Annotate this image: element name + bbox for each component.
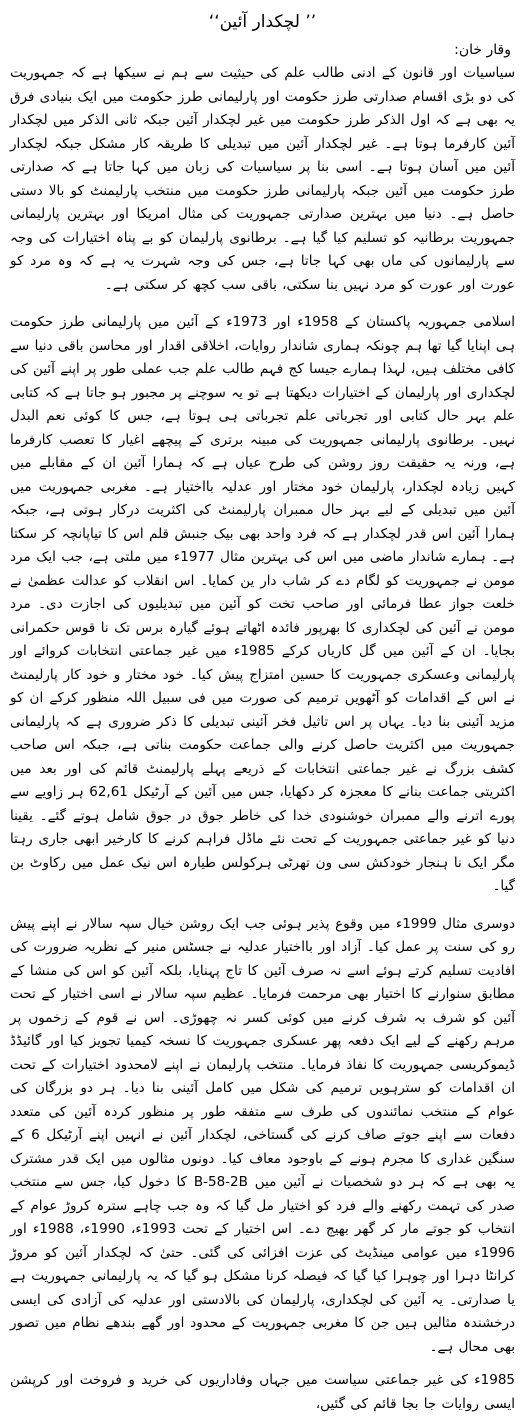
- paragraph-4: 1985ء کی غیر جماعتی سیاست میں جہاں وفاداریوں کی خرید و فروخت اور کرپشن ایسی روایات جا بجا قائم کی گئیں،: [10, 1372, 515, 1412]
- author-name: وقار خان:: [454, 42, 511, 58]
- paragraph-2: اسلامی جمہوریہ پاکستان کے 1958ء اور 1973ء کے آئین میں پارلیمانی طرز حکومت ہی اپنایا گیا تھا ہم چونکہ ہماری شاندار روایات، اخلاقی اقدار اور محاسن باقی دنیا سے کافی مختلف ہیں، لہذا ہمارے جیسا کج فہم طالب علم جب عملی طور پر اپنے آئین کی لچکداری اور پارلیمان کے اختیارات دیکھتا ہے تو یہ سوچنے پر مجبور ہو جاتا ہے کہ کتابی علم بہر حال کتابی اور تجرباتی علم تجرباتی ہی ہوتا ہے، جس کا کوئی نعم البدل نہیں۔ برطانوی پارلیمانی جمہوریت کی مبینہ برتری کے پیچھے اغیار کا تعصب کارفرما ہے، ورنہ یہ حقیقت روز روشن کی طرح عیاں ہے کہ ہمارا آئین ان کے مقابلے میں کہیں زیادہ لچکدار، پارلیمان خود مختار اور عدلیہ بااختیار ہے۔ مغربی جمہوریت میں آئین میں تبدیلی کے لیے بہر حال ممبران پارلیمنٹ کی اکثریت درکار ہوتی ہے، جبکہ ہمارا آئین اس قدر لچکدار ہے کہ فرد واحد بھی بیک جنبش قلم اس کا تیاپانچہ کر سکتا ہے۔ ہمارے شاندار ماضی میں اس کی بہترین مثال 1977ء میں ملتی ہے، جب ایک مرد مومن نے جمہوریت کو لگام دے کر شاب دار ین کمایا۔ اس انقلاب کو عدالت عظمیٰ نے خلعت جواز عطا فرمائی اور صاحب تخت کو آئین میں تبدیلیوں کی اجازت دی۔ مرد مومن نے آئین کی لچکداری کا بھرپور فائدہ اٹھاتے ہوئے گیارہ برس تک نا قوس حکمرانی بجایا۔ ان کے آئین میں گل کاریاں کرکے 1985ء میں غیر جماعتی انتخابات کروائے اور پارلیمانی وعسکری جمہوریت کا حسین امتزاج پیش کیا۔ خود مختار و خود کار پارلیمنٹ نے اس کے اقدامات کو آٹھویں ترمیم کی صورت میں فی سبیل اللہ منظور کرکے ان کو مزید آئینی بنا دیا۔ یہاں پر اس تاثیل فخر آئینی تبدیلی کا ذکر ضروری ہے کہ پارلیمانی جمہوریت میں اکثریت حاصل کرنے والی جماعت حکومت بناتی ہے، جبکہ اس صاحب کشف بزرگ نے غیر جماعتی انتخابات کے ذریعے پہلے پارلیمنٹ قائم کی اور بعد میں اکثریتی جماعت بنانے کا معجزہ کر دکھایا، جس میں آئین کے آرٹیکل 62,61 ہر زاویے سے پورے اترنے والے ممبران خوشنودی خدا کی خاطر جوق در جوق شامل ہوتے گئے۔ یقینا دنیا کو غیر جماعتی جمہوریت کے تحت نئے ماڈل فراہم کرنے کا کارخیر ابھی جاری رہتا مگر ایک نا ہنجار خودکش سی ون تھرٹی ہرکولس طیارہ اس نیک عمل میں رکاوٹ بن گیا۔: [10, 314, 516, 894]
- article-title: ’’ لچکدار آئین‘‘: [208, 12, 317, 32]
- paragraph-3: دوسری مثال 1999ء میں وقوع پذیر ہوئی جب ایک روشن خیال سپہ سالار نے اپنے پیش رو کی سنت پر عمل کیا۔ آزاد اور بااختیار عدلیہ نے جسٹس منیر کے نظریہ ضرورت کی افادیت تسلیم کرتے ہوئے اسے نہ صرف آئین کا تاج پہنایا، بلکہ آئین کو اس کی منشا کے مطابق سنوارنے کا اختیار بھی مرحمت فرمایا۔ عظیم سپہ سالار نے اسی اختیار کے تحت آئین کو شرف بہ شرف کرنے میں کوئی کسر نہ چھوڑی۔ اس نے قوم کے زخموں پر مرہم رکھنے کے لیے ایک دفعہ پھر عسکری جمہوریت کا نسخہ کیمیا تجویز کیا اور گائیڈڈ ڈیموکریسی جمہوریت کا نفاذ فرمایا۔ منتخب پارلیمان نے اپنے لامحدود اختیارات کے تحت ان اقدامات کو سترہویں ترمیم کی شکل میں کامل آئینی بنا دیا۔ ہر دو بزرگان کی عوام کے منتخب نمائندوں کی طرف سے متفقہ طور پر منظور کردہ آئین کی متعدد دفعات سے اپنے جوتے صاف کرنے کی گستاخی، لچکدار آئین نے انہیں اپنے آرٹیکل 6 کے سنگین غداری کا مجرم ہونے کے باوجود معاف کیا۔ دونوں مثالوں میں ایک قدر مشترک یہ بھی ہے کہ ہر دو شخصیات نے آئین میں B-58-2B کا دخول کیا، جس سے منتخب صدر کی تہمت رکھنے والے فرد کو اختیار مل گیا کہ وہ جب چاہے سترہ کروڑ عوام کے انتخاب کو جوتے مار کر گھر بھیج دے۔ اس اختیار کے تحت 1993ء، 1990ء، 1988ء اور 1996ء میں عوامی مینڈیٹ کی عزت افزائی کی گئی۔ حتیٰ کہ لچکدار آئین کو مروڑ کرانٹا دہرا اور چوہرا کیا گیا کہ فیصلہ کرنا مشکل ہو گیا کہ یہ پارلیمانی جمہوریت ہے یا صدارتی۔ یہ آئین کی لچکداری، پارلیمان کی بالادستی اور عدلیہ کی آزادی کی ایسی درخشندہ مثالیں ہیں جن کا مغربی جمہوریت کے محدود اور گھے بندھے نظام میں تصور بھی محال ہے۔: [10, 915, 515, 1355]
- paragraph-1: سیاسیات اور قانون کے ادنی طالب علم کی حیثیت سے ہم نے سیکھا ہے کہ جمہوریت کی دو بڑی اقسام صدارتی طرز حکومت اور پارلیمانی طرز حکومت میں ایک بنیادی فرق یہ بھی ہے کہ اول الذکر طرز حکومت میں غیر لچکدار آئین جبکہ ثانی الذکر میں لچکدار آئین کارفرما ہوتا ہے۔ غیر لچکدار آئین میں تبدیلی کا طریقہ کار مشکل جبکہ لچکدار آئین میں آسان ہوتا ہے۔ اسی بنا پر سیاسیات کی زبان میں کہا جاتا ہے کہ صدارتی طرز حکومت میں آئین جبکہ پارلیمانی طرز حکومت میں منتخب پارلیمنٹ کو بالا دستی حاصل ہے۔ دنیا میں بہترین صدارتی جمہوریت کی مثال امریکا اور بہترین پارلیمانی جمہوریت برطانیہ کو تسلیم کیا گیا ہے۔ برطانوی پارلیمان کو بے پناہ اختیارات کی وجہ سے پارلیمانوں کی ماں بھی کہا جاتا ہے، جس کی وجہ شہرت یہ ہے کہ وہ مرد کو عورت اور عورت کو مرد نہیں بنا سکتی، باقی سب کچھ کر سکتی ہے۔: [10, 65, 515, 293]
